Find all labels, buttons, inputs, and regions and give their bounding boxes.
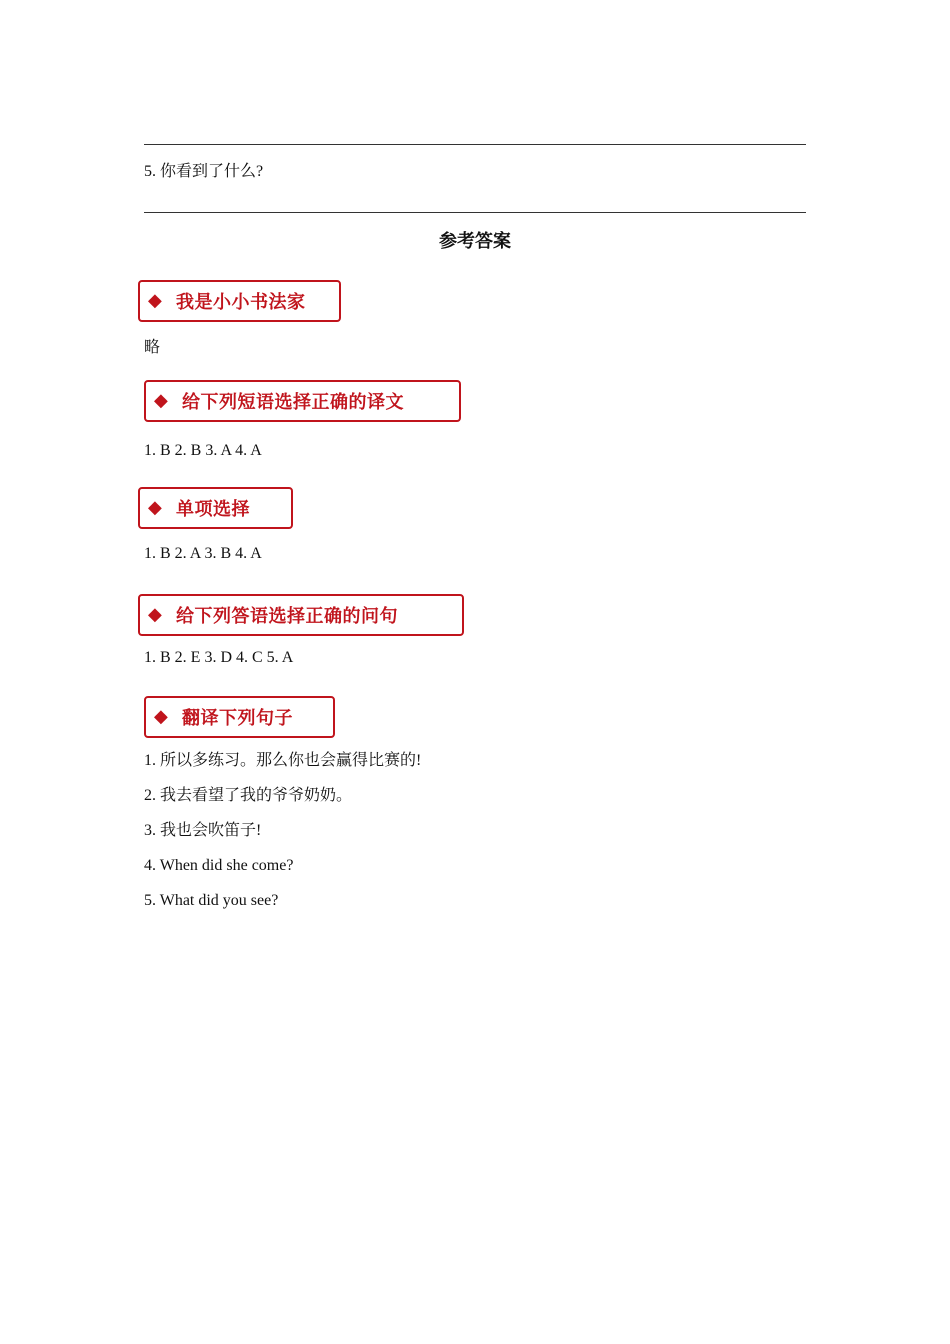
answer-line [144,144,806,145]
section-title: 给下列答语选择正确的问句 [176,606,398,627]
section-header-phrase-translation [144,380,461,422]
section-title: 翻译下列句子 [182,708,293,729]
section-header-sentence-translation [144,696,335,738]
section-header-calligraphy [138,280,341,322]
diamond-icon: ◆ [154,390,168,411]
section-title: 我是小小书法家 [176,292,306,313]
section-answer: 1. B 2. B 3. A 4. A [144,442,262,459]
section-answer-2: 2. 我去看望了我的爷爷奶奶。 [144,787,353,804]
diamond-icon: ◆ [148,604,162,625]
section-answer-3: 3. 我也会吹笛子! [144,822,262,839]
section-answer: 1. B 2. E 3. D 4. C 5. A [144,649,294,666]
section-header-question-matching [138,594,464,636]
answers-title: 参考答案 [439,231,511,252]
diamond-icon: ◆ [148,290,162,311]
section-title: 给下列短语选择正确的译文 [182,392,404,413]
section-answer: 1. B 2. A 3. B 4. A [144,545,262,562]
diamond-icon: ◆ [154,706,168,727]
answer-line [144,212,806,213]
section-title: 单项选择 [176,499,250,520]
section-answer-1: 1. 所以多练习。那么你也会赢得比赛的! [144,752,422,769]
section-answer-5: 5. What did you see? [144,892,279,909]
diamond-icon: ◆ [148,497,162,518]
section-header-single-choice [138,487,293,529]
section-answer: 略 [144,339,161,356]
section-answer-4: 4. When did she come? [144,857,294,874]
question-5: 5. 你看到了什么? [144,163,264,180]
